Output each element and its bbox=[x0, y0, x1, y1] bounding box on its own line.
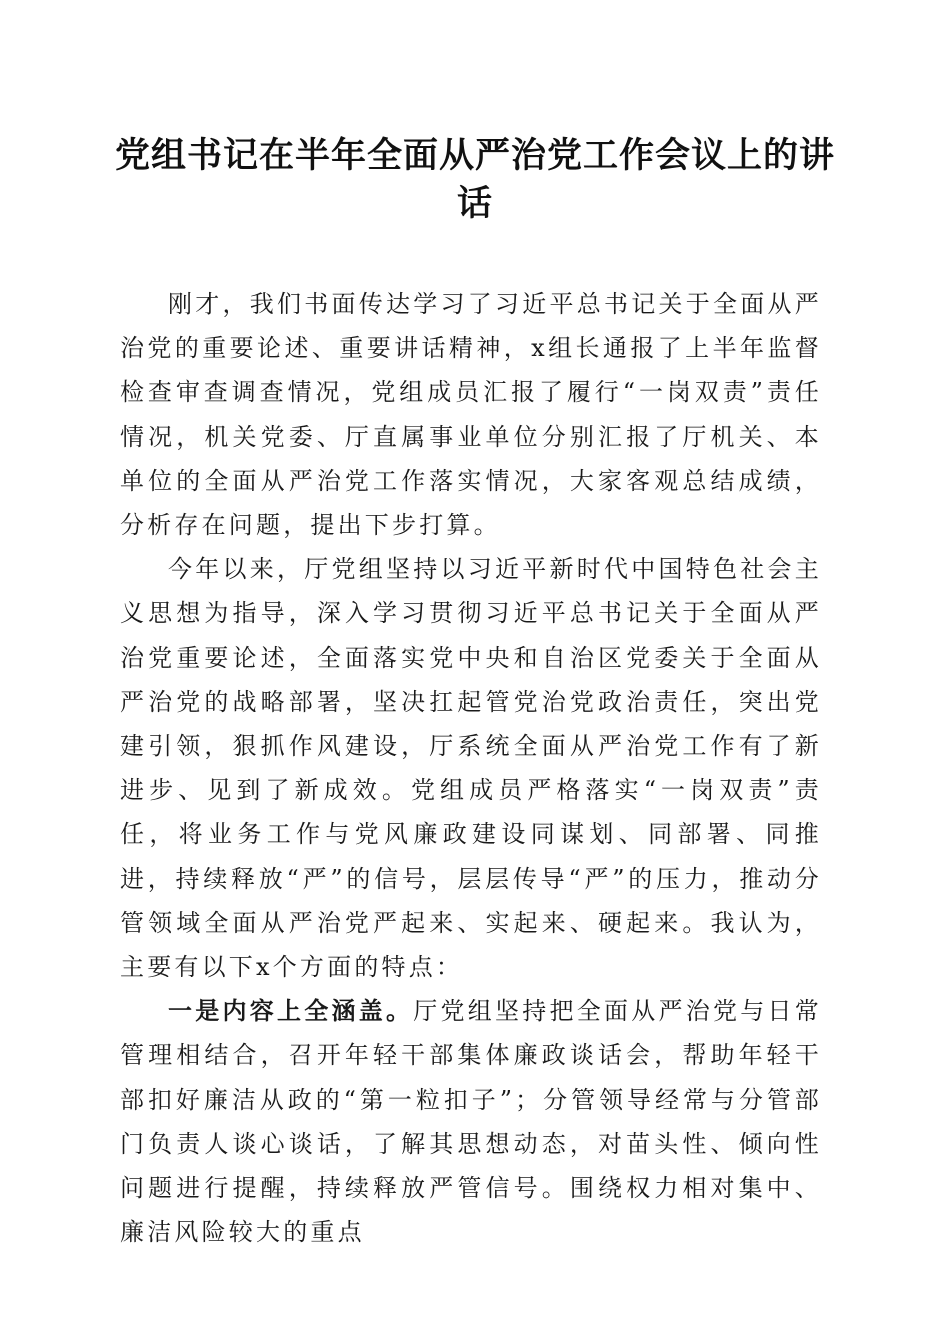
paragraph-3 bbox=[120, 989, 822, 1254]
paragraph-3-text: 厅党组坚持把全面从严治党与日常管理相结合，召开年轻干部集体廉政谈话会，帮助年轻干部扣好廉洁从政的“第一粒扣子”；分管领导经常与分管部门负责人谈心谈话，了解其思想动态，对苗头性、倾向性问题进行提醒，持续释放严管信号。围绕权力相对集中、廉洁风险较大的重点 bbox=[120, 997, 822, 1247]
paragraph-2 bbox=[120, 547, 822, 989]
paragraph-2-text: 今年以来，厅党组坚持以习近平新时代中国特色社会主义思想为指导，深入学习贯彻习近平总书记关于全面从严治党重要论述，全面落实党中央和自治区党委关于全面从严治党的战略部署，坚决扛起管党治党政治责任，突出党建引领，狠抓作风建设，厅系统全面从严治党工作有了新进步、见到了新成效。党组成员严格落实“一岗双责”责任，将业务工作与党风廉政建设同谋划、同部署、同推进，持续释放“严”的信号，层层传导“严”的压力，推动分管领域全面从严治党严起来、实起来、硬起来。我认为，主要有以下x个方面的特点： bbox=[120, 555, 822, 982]
document-title: 党组书记在半年全面从严治党工作会议上的讲话 bbox=[114, 135, 835, 224]
paragraph-3-lead: 一是内容上全涵盖。 bbox=[168, 996, 414, 1026]
paragraph-1 bbox=[120, 282, 822, 547]
document-body bbox=[120, 282, 822, 1254]
paragraph-1-text: 刚才，我们书面传达学习了习近平总书记关于全面从严治党的重要论述、重要讲话精神，x组长通报了上半年监督检查审查调查情况，党组成员汇报了履行“一岗双责”责任情况，机关党委、厅直属事业单位分别汇报了厅机关、本单位的全面从严治党工作落实情况，大家客观总结成绩，分析存在问题，提出下步打算。 bbox=[120, 290, 822, 540]
